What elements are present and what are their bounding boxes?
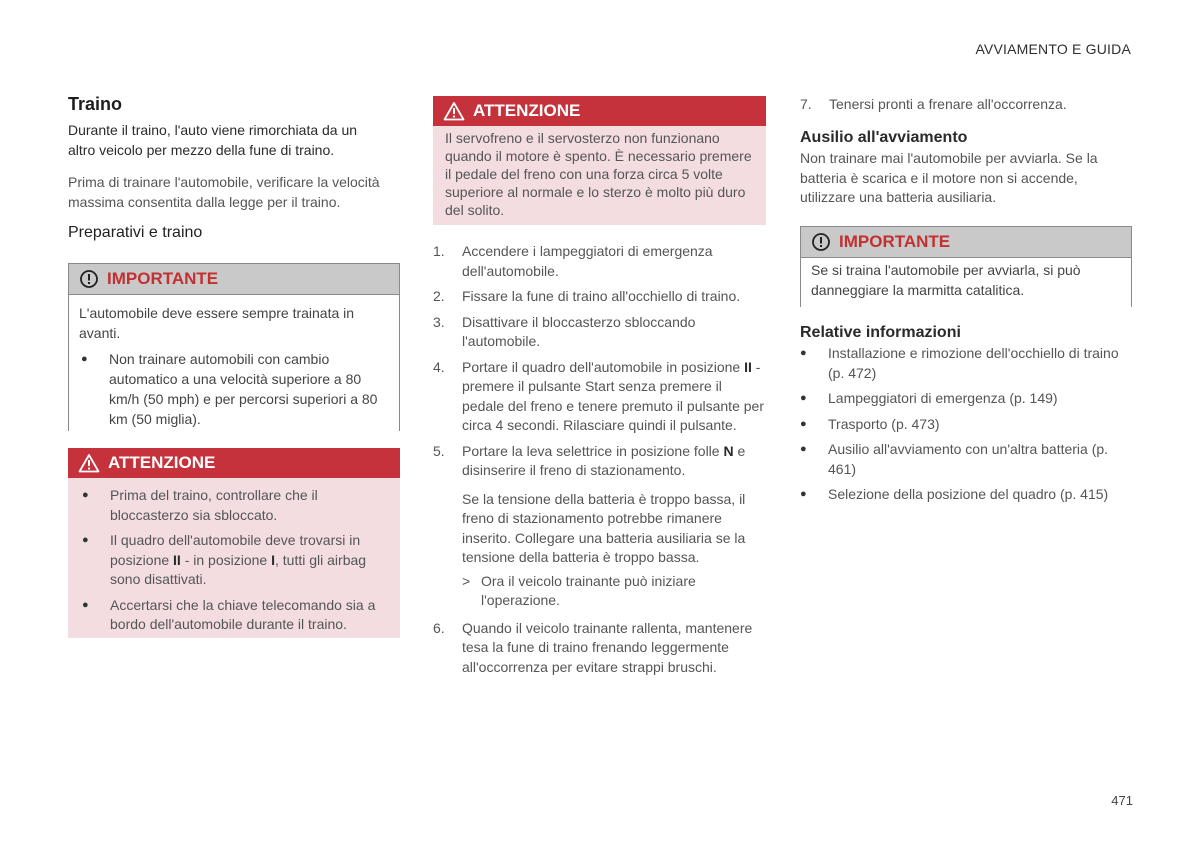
warning-triangle-icon xyxy=(78,453,100,473)
steps-list-continued xyxy=(800,95,1132,121)
important-body xyxy=(69,295,399,437)
warning-bullet xyxy=(80,531,390,590)
list-item: 1. Accendere i lampeggiatori di emergenza dell'automobile. xyxy=(433,243,713,279)
warning-bullet xyxy=(80,486,390,525)
warning-box xyxy=(68,448,400,638)
list-item: 3. Disattivare il bloccasterzo sbloccando l'automobile. xyxy=(433,313,696,349)
bullet-icon: ● xyxy=(800,443,807,455)
warning-text: Il servofreno e il servosterzo non funzionano quando il motore è spento. È necessario premere il pedale del freno con una forza circa 5 volte superiore al normale e lo sterzo è molto più duro del solito. xyxy=(445,130,752,218)
important-bullet xyxy=(79,349,389,429)
bullet-icon: ● xyxy=(800,392,807,404)
warning-header xyxy=(433,96,766,126)
related-heading: Relative informazioni xyxy=(800,324,961,341)
warning-box-brakes xyxy=(433,96,766,225)
important-box-catalytic xyxy=(800,226,1132,307)
subheading-preparation: Preparativi e traino xyxy=(68,224,203,241)
list-item: 2. Fissare la fune di traino all'occhiello di traino. xyxy=(433,288,741,304)
important-header xyxy=(801,227,1131,258)
page-number: 471 xyxy=(1111,793,1133,808)
bullet-icon: ● xyxy=(800,417,807,430)
bullet-text: Accertarsi che la chiave telecomando sia a bordo dell'automobile durante il traino. xyxy=(110,596,376,632)
speed-note: Prima di trainare l'automobile, verificare la velocità massima consentita dalla legge per il traino. xyxy=(68,174,380,210)
bullet-icon: ● xyxy=(800,488,807,500)
important-label: IMPORTANTE xyxy=(839,232,951,251)
step5-result: > Ora il veicolo trainante può iniziare l'operazione. xyxy=(462,572,766,611)
warning-label: ATTENZIONE xyxy=(473,101,581,120)
warning-label: ATTENZIONE xyxy=(108,453,216,472)
arrow-icon: > xyxy=(462,572,471,589)
warning-header xyxy=(68,448,400,478)
bullet-icon: ● xyxy=(81,353,88,365)
warning-triangle-icon xyxy=(443,101,465,121)
warning-bullet xyxy=(80,596,390,635)
assist-text: Non trainare mai l'automobile per avviarla. Se la batteria è scarica e il motore non si accende, utilizzare una batteria ausiliaria. xyxy=(800,150,1098,205)
step5-note: Se la tensione della batteria è troppo bassa, il freno di stazionamento potrebbe rimanere inserito. Collegare una batteria ausiliaria se la tensione della batteria è troppo bassa. xyxy=(462,490,746,565)
warning-body xyxy=(68,478,400,645)
steps-list xyxy=(433,242,766,683)
list-item: 5. Portare la leva selettrice in posizione folle N e disinserire il freno di stazionamento. xyxy=(433,442,746,478)
bullet-text: Il quadro dell'automobile deve trovarsi in posizione II - in posizione I, tutti gli airbag sono disattivati. xyxy=(110,532,367,587)
important-text: Se si traina l'automobile per avviarla, si può danneggiare la marmitta catalitica. xyxy=(801,258,1131,308)
section-header: AVVIAMENTO E GUIDA xyxy=(975,41,1131,57)
related-link[interactable]: ● Trasporto (p. 473) xyxy=(800,415,1132,435)
bullet-icon: ● xyxy=(82,534,89,546)
exclamation-circle-icon xyxy=(811,232,831,252)
bullet-icon: ● xyxy=(82,598,89,611)
related-link[interactable]: ● Ausilio all'avviamento con un'altra batteria (p. 461) xyxy=(800,440,1132,479)
related-list xyxy=(800,344,1132,511)
list-item: 4. Portare il quadro dell'automobile in posizione II - premere il pulsante Start senza premere il pedale del freno e tenere premuto il pulsante per circa 4 secondi. Rilasciare quindi il pulsante. xyxy=(433,358,764,433)
related-link[interactable]: ● Installazione e rimozione dell'occhiello di traino (p. 472) xyxy=(800,344,1132,383)
list-item: 7. Tenersi pronti a frenare all'occorrenza. xyxy=(800,96,1067,112)
related-link[interactable]: ● Selezione della posizione del quadro (p. 415) xyxy=(800,485,1132,505)
assist-heading: Ausilio all'avviamento xyxy=(800,129,968,146)
important-box xyxy=(68,263,400,431)
bullet-icon: ● xyxy=(82,489,89,501)
intro-text: Durante il traino, l'auto viene rimorchiata da un altro veicolo per mezzo della fune di traino. xyxy=(68,122,358,158)
bullet-icon: ● xyxy=(800,347,807,359)
page-title: Traino xyxy=(68,94,123,114)
bullet-text: Prima del traino, controllare che il bloccasterzo sia sbloccato. xyxy=(110,487,318,523)
list-item: 6. Quando il veicolo trainante rallenta, mantenere tesa la fune di traino frenando leggermente all'occorrenza per evitare strappi bruschi. xyxy=(433,619,753,675)
important-label: IMPORTANTE xyxy=(107,269,219,288)
important-text: L'automobile deve essere sempre trainata in avanti. xyxy=(79,305,355,341)
related-link[interactable]: ● Lampeggiatori di emergenza (p. 149) xyxy=(800,389,1132,409)
important-header xyxy=(69,264,399,295)
exclamation-circle-icon xyxy=(79,269,99,289)
bullet-text: Non trainare automobili con cambio automatico a una velocità superiore a 80 km/h (50 mph) e per percorsi superiori a 80 km (50 miglia). xyxy=(109,351,378,427)
